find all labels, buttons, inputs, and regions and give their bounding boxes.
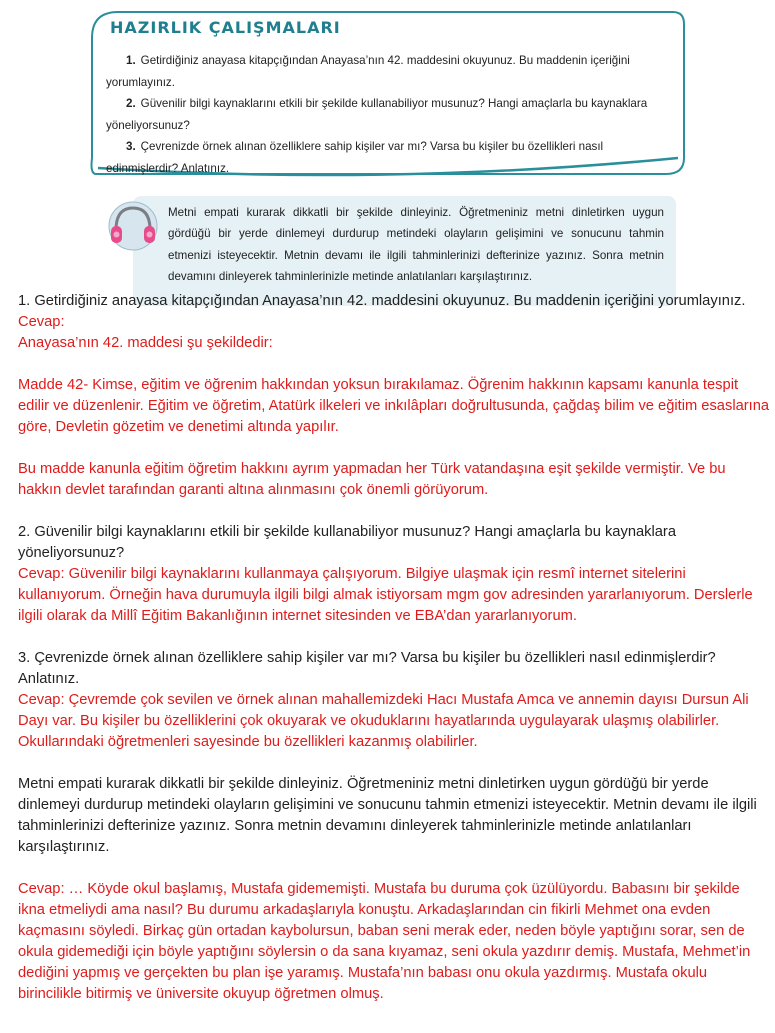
question-1: 1. Getirdiğiniz anayasa kitapçığından Anayasa’nın 42. maddesini okuyunuz. Bu maddenin içeriğini yorumlayınız. — [18, 293, 746, 309]
answer-1-article: Madde 42- Kimse, eğitim ve öğrenim hakkından yoksun bırakılamaz. Öğrenim hakkının kapsamı kanunla tespit edilir ve düzenlenir. Eğitim ve öğretim, Atatürk ilkeleri ve inkılâpları doğrultusunda, çağdaş bilim ve eğitim esaslarına göre, Devletin gözetim ve denetimi altında yapılır. — [18, 377, 770, 435]
question-4: Metni empati kurarak dikkatli bir şekilde dinleyiniz. Öğretmeniniz metni dinletirken uygun gördüğü bir yerde dinlemeyi durdurup metindeki olayların gelişimini ve sonucunu tahmin etmenizi isteyecektir. Metnin devamı ile ilgili tahminlerinizi defterinize yazınız. Sonra metnin devamını dinleyerek tahminlerinizle metinde anlatılanları karşılaştırınız. — [18, 776, 757, 855]
spacer — [18, 753, 770, 774]
preparation-list — [106, 50, 672, 179]
answer-1-intro: Anayasa’nın 42. maddesi şu şekildedir: — [18, 335, 273, 351]
headphones-icon — [104, 200, 162, 252]
answer-2: Cevap: Güvenilir bilgi kaynaklarını kullanmaya çalışıyorum. Bilgiye ulaşmak için resmî internet sitelerini kullanıyorum. Örneğin hava durumuyla ilgili bilgi almak istiyorsam mgm gov adresinden yararlanıyorum. Derslerle ilgili olarak da Millî Eğitim Bakanlığının internet sitesinden ve EBA’dan yararlanıyorum. — [18, 566, 753, 624]
answer-1-comment: Bu madde kanunla eğitim öğretim hakkını ayrım yapmadan her Türk vatandaşına eşit şekilde vermiştir. Ve bu hakkın devlet tarafından garanti altına alınmasını çok önemli görüyorum. — [18, 461, 726, 498]
answer-3: Cevap: Çevremde çok sevilen ve örnek alınan mahallemizdeki Hacı Mustafa Amca ve annemin dayısı Dursun Ali Dayı var. Bu kişiler bu özelliklerini çok okuyarak ve okuduklarını hayatlarında uygulayarak ulaşmış olabilirler. Okullarındaki öğretmenleri sayesinde bu özellikleri kazanmış olabilirler. — [18, 692, 749, 750]
answer-4: Cevap: … Köyde okul başlamış, Mustafa gidememişti. Mustafa bu duruma çok üzülüyordu. Babasını bir şekilde ikna etmeliydi ama nasıl? Bu durumu arkadaşlarıyla konuştu. Arkadaşlarından cin fikirli Mehmet ona evden kaçmasını söyledi. Birkaç gün ortadan kaybolursun, baban seni merak eder, neden böyle yaptığını sorar, sen de okula gidemediği için böyle yaptığını söylersin o da sana kıyamaz, seni okula yazdırır demiş. Mustafa, Mehmet’in dediğini yapmış ve gerçekten bu plan işe yaramış. Mustafa’nın babası onu okula yazdırmış. Mustafa okulu birincilikle bitirmiş ve üniversite okuyup öğretmen olmuş. — [18, 881, 751, 1002]
spacer — [18, 438, 770, 459]
spacer — [18, 501, 770, 522]
spacer — [18, 858, 770, 879]
answers-section — [18, 291, 770, 1005]
prep-item-2: 2. Güvenilir bilgi kaynaklarını etkili bir şekilde kullanabiliyor musunuz? Hangi amaçlarla bu kaynaklara yöneliyorsunuz? — [106, 97, 648, 132]
prep-item-3: 3. Çevrenizde örnek alınan özelliklere sahip kişiler var mı? Varsa bu kişiler bu özellikleri nasıl edinmişlerdir? Anlatınız. — [106, 140, 604, 175]
preparation-box — [88, 8, 686, 178]
answer-1-label: Cevap: — [18, 314, 65, 330]
listening-note-text: Metni empati kurarak dikkatli bir şekilde dinleyiniz. Öğretmeniniz metni dinletirken uygun gördüğü bir yerde dinlemeyi durdurup metindeki olayların gelişimini ve sonucunu tahmin etmenizi isteyecektir. Metnin devamı ile ilgili tahminlerinizi defterinize yazınız. Sonra metnin devamını dinleyerek tahminlerinizle metinde anlatılanları karşılaştırınız. — [168, 206, 664, 283]
spacer — [18, 354, 770, 375]
question-3: 3. Çevrenizde örnek alınan özelliklere sahip kişiler var mı? Varsa bu kişiler bu özellikleri nasıl edinmişlerdir? Anlatınız. — [18, 650, 716, 687]
question-2: 2. Güvenilir bilgi kaynaklarını etkili bir şekilde kullanabiliyor musunuz? Hangi amaçlarla bu kaynaklara yöneliyorsunuz? — [18, 524, 676, 561]
preparation-title: HAZIRLIK ÇALIŞMALARI — [110, 18, 341, 37]
spacer — [18, 627, 770, 648]
prep-item-1: 1. Getirdiğiniz anayasa kitapçığından Anayasa’nın 42. maddesini okuyunuz. Bu maddenin içeriğini yorumlayınız. — [106, 54, 630, 89]
